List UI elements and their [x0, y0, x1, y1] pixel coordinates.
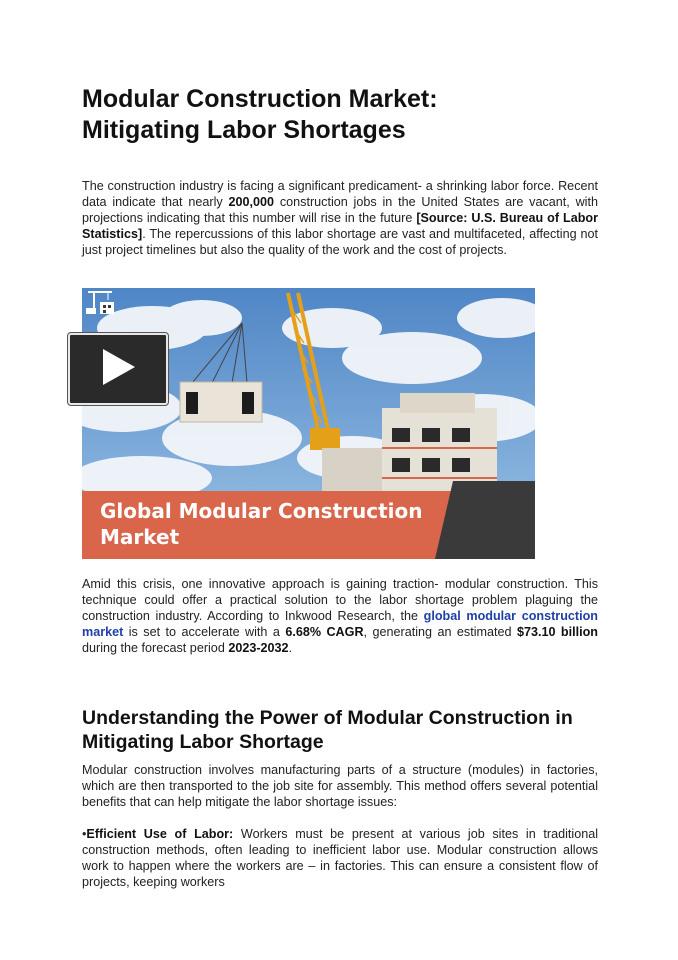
banner-line-2: Market: [100, 525, 180, 549]
section-heading: Understanding the Power of Modular Construction in Mitigating Labor Shortage: [82, 707, 573, 753]
revenue-figure: $73.10 billion: [516, 625, 598, 639]
intro-paragraph: [82, 178, 598, 258]
market-paragraph: [82, 576, 598, 656]
banner-line-1: Global Modular Construction: [100, 499, 423, 523]
forecast-period: 2023-2032: [228, 641, 289, 655]
intro-text-3: . The repercussions of this labor shortage are vast and multifaceted, affecting not just project timelines but also the quality of the work and the cost of projects.: [82, 227, 598, 257]
bullet-mark: •: [82, 827, 87, 841]
vacant-jobs-figure: 200,000: [228, 195, 275, 209]
title-line-1: Modular Construction Market:: [82, 85, 438, 113]
play-icon: [103, 349, 135, 385]
video-play-button[interactable]: [68, 333, 168, 405]
page-title: [82, 84, 602, 146]
hero-image: [82, 288, 535, 559]
market-text-2: is set to accelerate with a: [123, 625, 286, 639]
bullet-text: Workers must be present at various job sites in traditional construction methods, often leading to inefficient labor use. Modular construction allows work to happen where the workers are – in factories. This can ensure a consistent flow of projects, keeping workers: [82, 827, 598, 889]
market-text-3: , generating an estimated: [363, 625, 517, 639]
intro-text-1: The construction industry is facing a significant predicament- a shrinking labor force. Recent data indicate that nearly: [82, 179, 598, 209]
intro-text-2: construction jobs in the United States are vacant, with projections indicating that this number will rise in the future: [82, 195, 598, 225]
title-line-2: Mitigating Labor Shortages: [82, 116, 406, 144]
cagr-figure: 6.68% CAGR: [285, 625, 364, 639]
bullet-title: Efficient Use of Labor:: [86, 827, 234, 841]
bullet-item: [82, 826, 598, 890]
market-text-1: Amid this crisis, one innovative approach is gaining traction- modular construction. This technique could offer a practical solution to the labor shortage problem plaguing the construction industry. According to Inkwood Research, the: [82, 577, 598, 623]
banner-title: [100, 498, 460, 550]
market-text-4: during the forecast period: [82, 641, 229, 655]
market-text-5: .: [288, 641, 293, 655]
market-report-link[interactable]: global modular construction market: [82, 609, 598, 639]
source-citation: [Source: U.S. Bureau of Labor Statistics]: [82, 211, 598, 241]
crane-building-icon: [82, 288, 118, 318]
section-paragraph: Modular construction involves manufacturing parts of a structure (modules) in factories, which are then transported to the job site for assembly. This method offers several potential benefits that can help mitigate the labor shortage issues:: [82, 763, 598, 809]
